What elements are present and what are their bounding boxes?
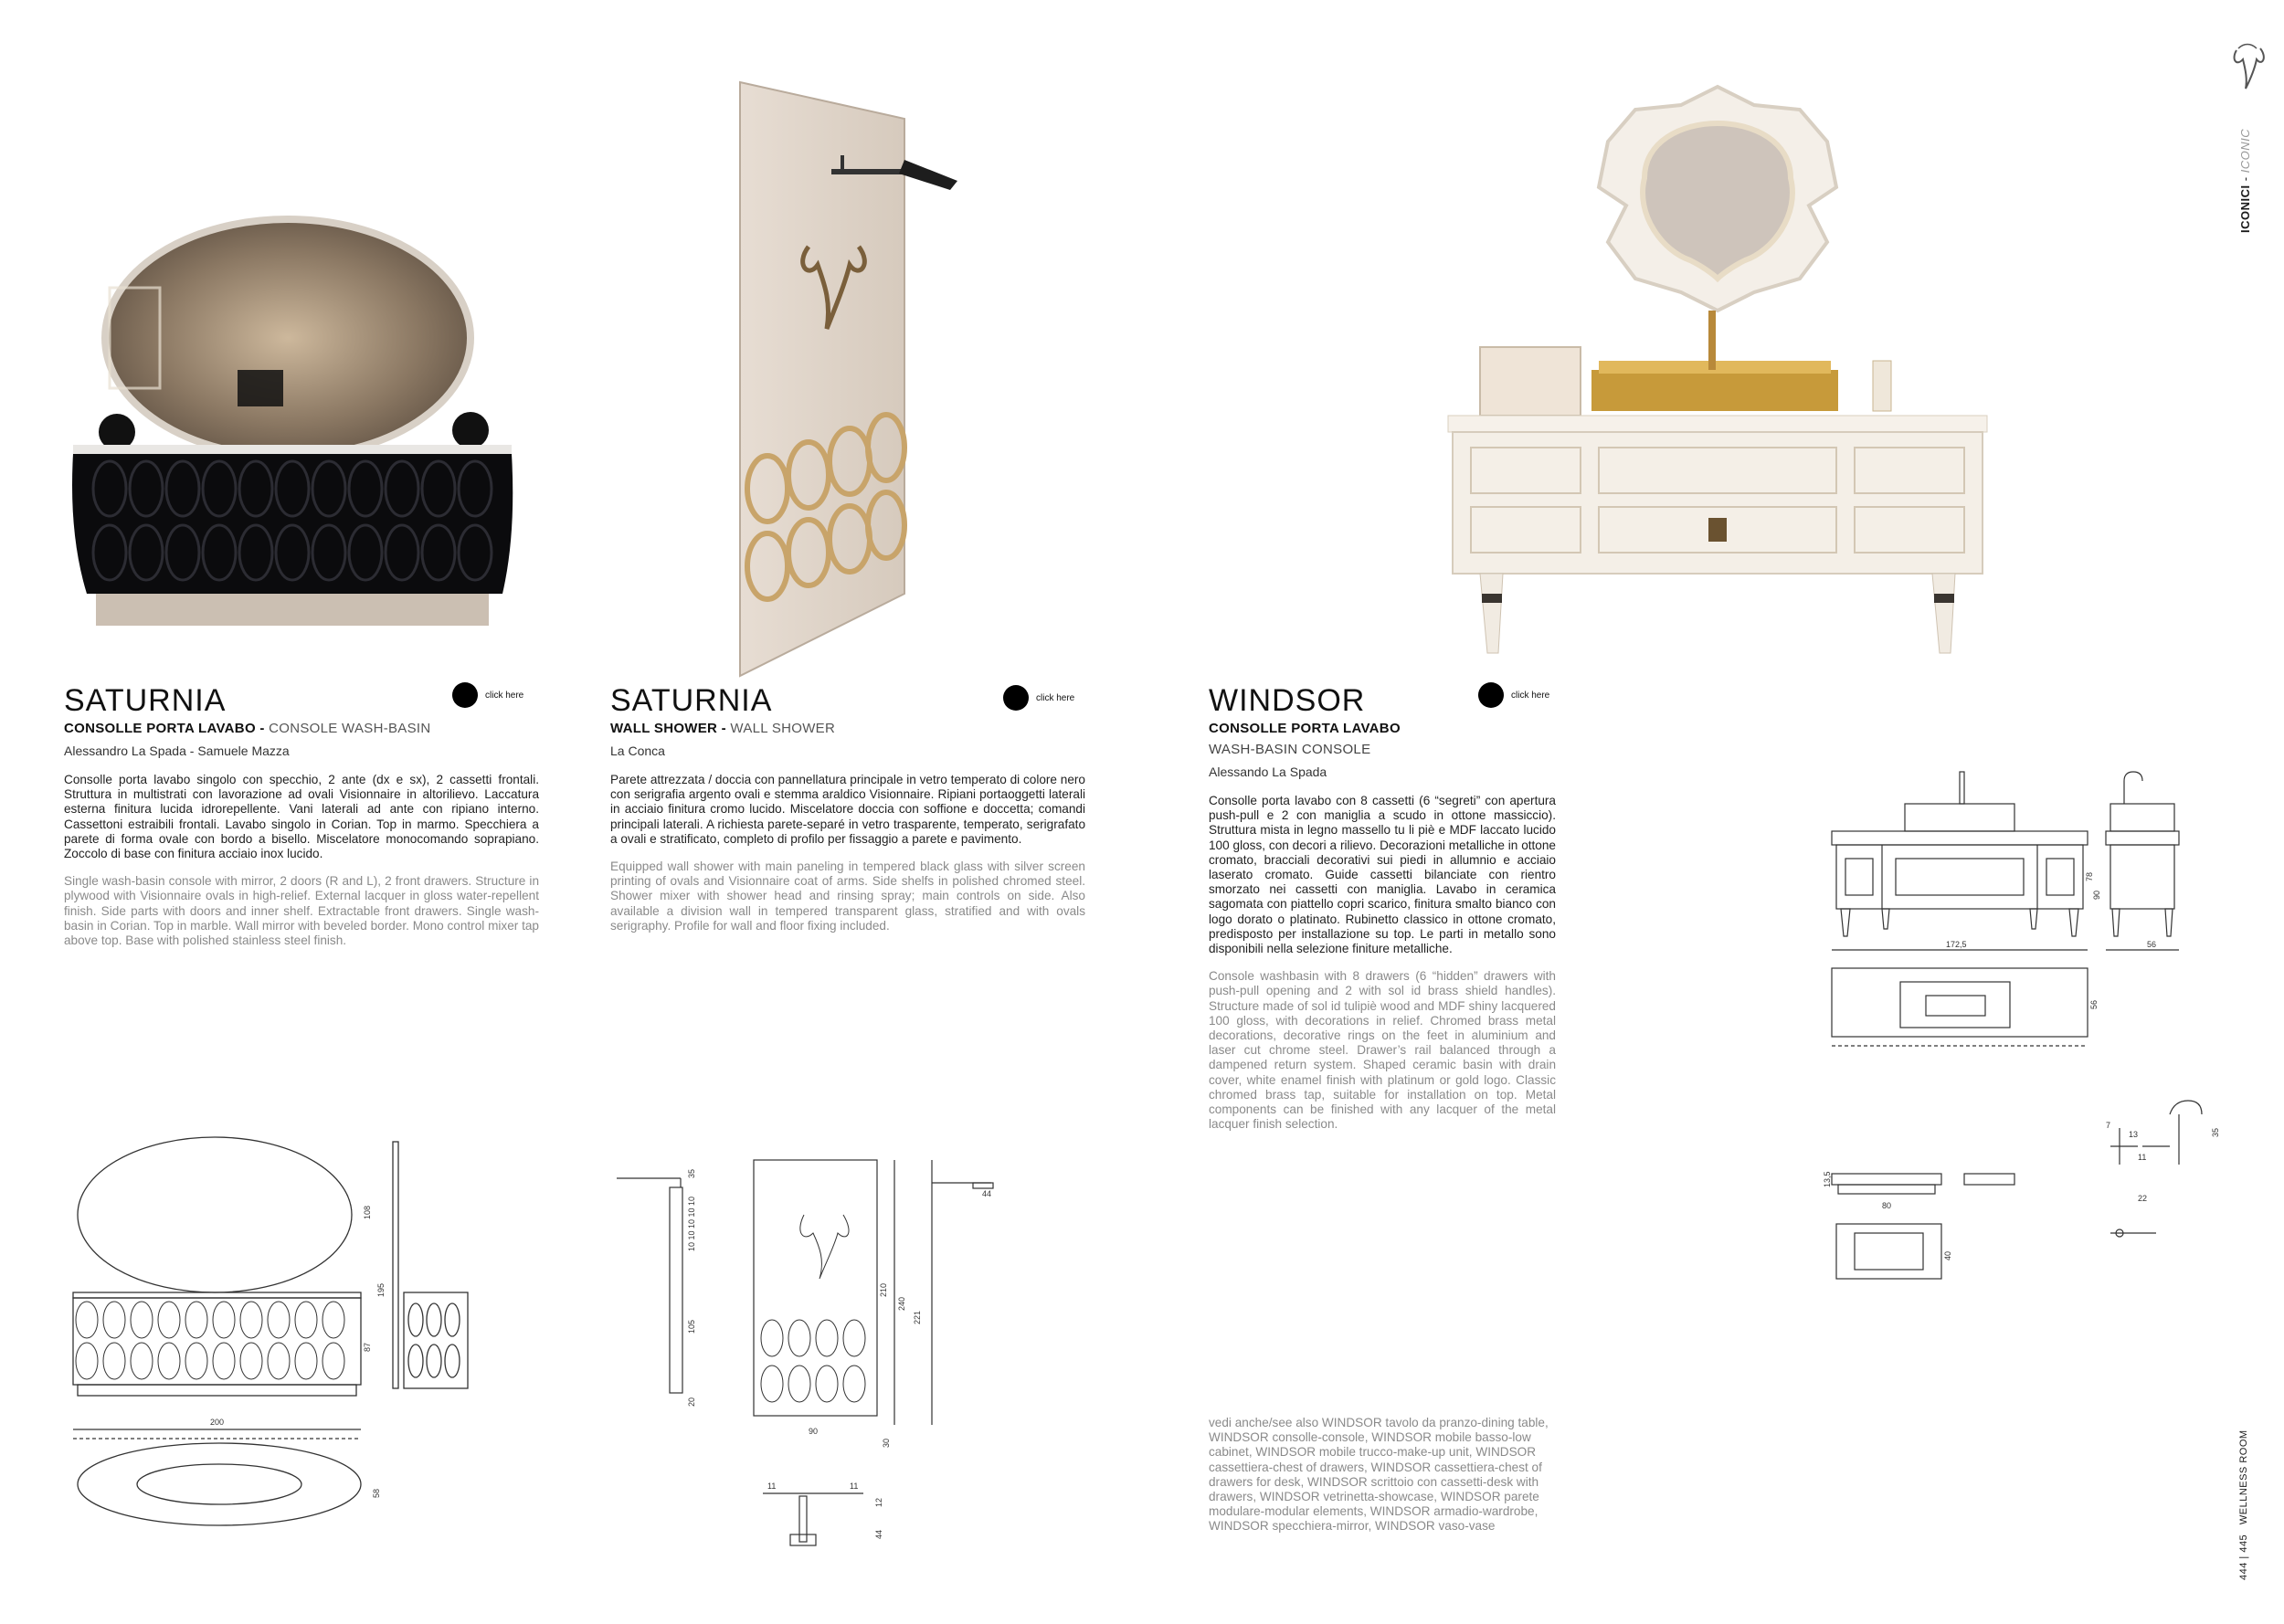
product-saturnia-console	[64, 683, 539, 948]
description-en: Console washbasin with 8 drawers (6 “hidden” drawers with push-pull opening and 2 with sol id brass shield handles). Structure made of sol id tulipiè wood and MDF shiny lacquered 100 gloss, with decorations in relief. Chromed brass metal decorations, decorative rings on the feet in aluminium and laser cut chrome steel. Drawer’s rail balanced through a dampened return system. Shaped ceramic basin with drain cover, white enamel finish with platinum or gold logo. Classic chromed brass tap, suitable for installation on top. Metal components can be finished with any lacquer of the metal lacquer finish selection.	[1209, 969, 1556, 1132]
svg-text:12: 12	[874, 1497, 883, 1507]
svg-text:210: 210	[879, 1282, 888, 1297]
click-dot-icon	[1478, 682, 1504, 708]
svg-text:20: 20	[687, 1397, 696, 1407]
svg-text:44: 44	[982, 1189, 992, 1198]
saturnia-console-drawing	[64, 1123, 493, 1571]
svg-text:11: 11	[850, 1482, 859, 1491]
product-title: SATURNIA	[64, 683, 227, 718]
svg-text:80: 80	[1882, 1201, 1892, 1210]
click-dot-icon	[452, 682, 478, 708]
product-title: SATURNIA	[610, 683, 773, 718]
svg-text:90: 90	[2092, 890, 2101, 900]
svg-text:221: 221	[913, 1310, 922, 1324]
click-here-link[interactable]: click here	[452, 682, 523, 708]
svg-text:56: 56	[2089, 999, 2099, 1009]
svg-text:78: 78	[2085, 871, 2094, 881]
svg-text:90: 90	[809, 1427, 819, 1436]
visionnaire-logo-icon	[2229, 41, 2266, 91]
svg-text:200: 200	[210, 1418, 225, 1427]
product-designer: Alessandro La Spada - Samuele Mazza	[64, 743, 290, 758]
saturnia-shower-drawing	[608, 1133, 1019, 1571]
click-here-link[interactable]: click here	[1478, 682, 1549, 708]
product-title: WINDSOR	[1209, 683, 1366, 718]
svg-text:40: 40	[1943, 1250, 1952, 1260]
description-en: Equipped wall shower with main paneling in tempered black glass with silver screen printing of ovals and Visionnaire coat of arms. Side shelfs in polished chromed steel. Shower mixer with shower head and rinsing spray; main controls on side. Also available a division wall in tempered transparent glass, stratified and with ovals serigraphy. Profile for wall and floor fixing included.	[610, 859, 1085, 933]
svg-text:35: 35	[687, 1168, 696, 1178]
description-it: Parete attrezzata / doccia con pannellatura principale in vetro temperato di colore nero con serigrafia argento ovali e stemma araldico Visionnaire. Ripiani portaoggetti laterali in acciaio finitura cromo lucido. Miscelatore doccia con soffione e doccetta; comandi principali laterali. A richiesta parete-separé in vetro trasparente, temperato, serigrafato a ovali e stratificato, completo di profilo per fissaggio a parete e pavimento.	[610, 773, 1085, 846]
product-subtitle: WALL SHOWER - WALL SHOWER	[610, 721, 836, 736]
svg-text:105: 105	[687, 1319, 696, 1334]
description-it: Consolle porta lavabo singolo con specchio, 2 ante (dx e sx), 2 cassetti frontali. Struttura in multistrati con lavorazione ad ovali Visionnaire in altorilievo. Laccatura esterna finitura lucida idrorepellente. Vani laterali ad ante con ripiano interno. Cassettoni estraibili frontali. Lavabo singolo in Corian. Top in marmo. Specchiera a parete di forma ovale con bordo a bisello. Miscelatore monocomando soprapiano. Zoccolo di base con finitura acciaio inox lucido.	[64, 773, 539, 861]
svg-text:108: 108	[363, 1205, 372, 1219]
svg-text:172,5: 172,5	[1946, 940, 1967, 949]
svg-text:22: 22	[2138, 1194, 2148, 1203]
svg-text:30: 30	[882, 1438, 891, 1448]
svg-text:56: 56	[2147, 940, 2157, 949]
product-designer: La Conca	[610, 743, 665, 758]
product-windsor-console	[1209, 683, 1556, 1132]
section-label: ICONICI - ICONIC	[2238, 128, 2252, 233]
svg-text:11: 11	[2138, 1153, 2147, 1162]
product-subtitle: CONSOLLE PORTA LAVABO	[1209, 721, 1401, 736]
svg-text:240: 240	[897, 1296, 906, 1311]
page-footer: 444 | 445 WELLNESS ROOM	[2238, 1429, 2249, 1580]
click-dot-icon	[1003, 685, 1029, 711]
windsor-console-photo	[1443, 87, 1992, 662]
svg-text:13: 13	[2129, 1130, 2139, 1139]
windsor-drawing	[1823, 772, 2266, 1292]
product-saturnia-shower	[610, 683, 1085, 933]
svg-text:195: 195	[376, 1282, 386, 1297]
see-also-text: vedi anche/see also WINDSOR tavolo da pranzo-dining table, WINDSOR consolle-console, WINDSOR mobile basso-low cabinet, WINDSOR mobile trucco-make-up unit, WINDSOR cassettiera-chest of drawers, WINDSOR cassettiera-chest of drawers for desk, WINDSOR scrittoio con cassetti-desk with drawers, WINDSOR vetrinetta-showcase, WINDSOR parete modulare-modular elements, WINDSOR armadio-wardrobe, WINDSOR specchiera-mirror, WINDSOR vaso-vase	[1209, 1416, 1549, 1534]
svg-text:35: 35	[2211, 1127, 2220, 1137]
product-designer: Alessando La Spada	[1209, 765, 1327, 779]
svg-text:11: 11	[767, 1482, 777, 1491]
svg-text:13,5: 13,5	[1823, 1171, 1832, 1187]
product-subtitle-en: WASH-BASIN CONSOLE	[1209, 742, 1371, 757]
svg-text:10 10 10 10 10: 10 10 10 10 10	[687, 1196, 696, 1251]
description-en: Single wash-basin console with mirror, 2 doors (R and L), 2 front drawers. Structure in plywood with Visionnaire ovals in high-relief. External lacquer in gloss water-repellent finish. Side parts with doors and inner shelf. Extractable front drawers. Single wash-basin in Corian. Top in marble. Wall mirror with beveled border. Mono control mixer tap above top. Base with polished stainless steel finish.	[64, 874, 539, 948]
svg-text:58: 58	[372, 1488, 381, 1498]
svg-text:44: 44	[874, 1529, 883, 1539]
product-subtitle: CONSOLLE PORTA LAVABO - CONSOLE WASH-BASIN	[64, 721, 431, 736]
saturnia-console-photo	[55, 206, 530, 658]
svg-text:87: 87	[363, 1342, 372, 1352]
description-it: Consolle porta lavabo con 8 cassetti (6 “segreti” con apertura push-pull e 2 con maniglia a scudo in ottone massiccio). Struttura mista in legno massello tu li piè e MDF laccato lucido 100 gloss, con decori a rilievo. Decorazioni metalliche in ottone cromato, bracciali decorativi sui piedi in allumnio e acciaio laserato cromato. Guide cassetti bilanciate con rientro smorzato nei cassetti con maniglia. Lavabo in ceramica sagomata con piattello copri scarico, finitura smalto bianco con logo dorato o platinato. Rubinetto classico in ottone cromato, predisposto per installazione su top. Le parti in metallo sono disponibili nella selezione finiture metalliche.	[1209, 794, 1556, 956]
click-here-link[interactable]: click here	[1003, 685, 1074, 711]
svg-text:7: 7	[2106, 1121, 2111, 1130]
saturnia-shower-photo	[722, 82, 978, 676]
